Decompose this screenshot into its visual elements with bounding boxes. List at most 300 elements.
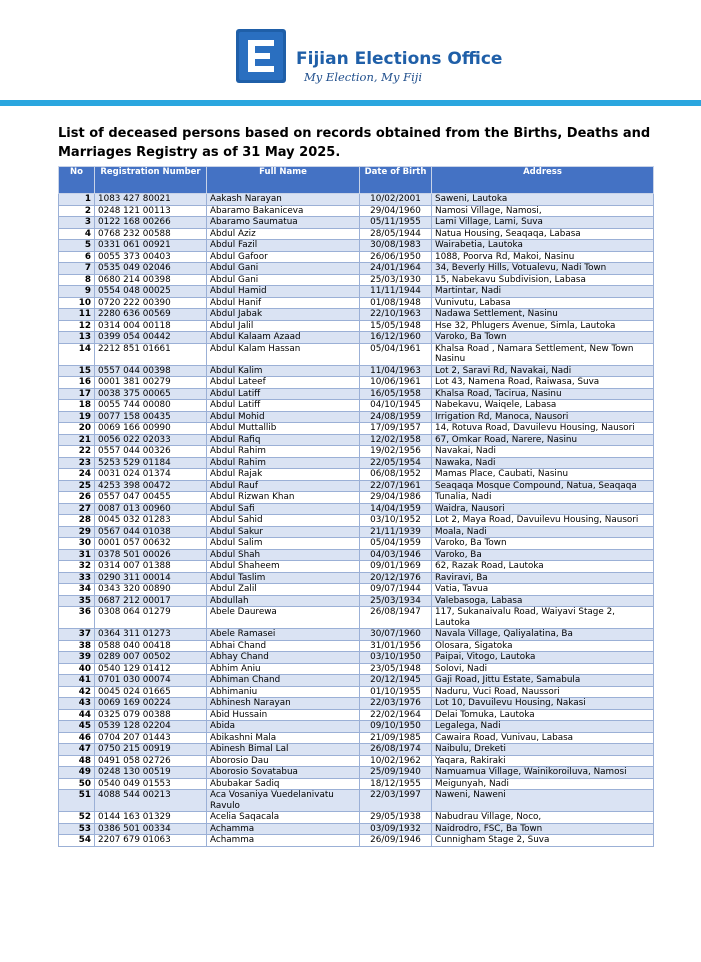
table-header-row <box>59 167 654 194</box>
row-number-cell: 20 <box>59 423 95 435</box>
table-row <box>59 240 654 252</box>
full-name-cell: Abdul Gani <box>207 263 360 275</box>
table-row <box>59 309 654 321</box>
column-header-address: Address <box>432 167 654 194</box>
row-number-cell: 24 <box>59 469 95 481</box>
date-of-birth-cell: 03/09/1932 <box>360 823 432 835</box>
row-number-cell: 7 <box>59 263 95 275</box>
table-row <box>59 721 654 733</box>
date-of-birth-cell: 23/05/1948 <box>360 663 432 675</box>
address-cell: Delai Tomuka, Lautoka <box>432 709 654 721</box>
full-name-cell: Abdul Sahid <box>207 515 360 527</box>
address-cell: Lot 2, Maya Road, Davuilevu Housing, Nausori <box>432 515 654 527</box>
full-name-cell: Abhim Aniu <box>207 663 360 675</box>
full-name-cell: Abdul Aziz <box>207 228 360 240</box>
row-number-cell: 40 <box>59 663 95 675</box>
full-name-cell: Abdul Kalim <box>207 365 360 377</box>
row-number-cell: 3 <box>59 217 95 229</box>
date-of-birth-cell: 29/05/1938 <box>360 812 432 824</box>
table-row <box>59 286 654 298</box>
table-row <box>59 320 654 332</box>
document-title <box>58 124 658 162</box>
table-row <box>59 640 654 652</box>
full-name-cell: Achamma <box>207 823 360 835</box>
row-number-cell: 21 <box>59 434 95 446</box>
date-of-birth-cell: 09/10/1950 <box>360 721 432 733</box>
row-number-cell: 52 <box>59 812 95 824</box>
registration-number-cell: 0314 007 01388 <box>95 561 207 573</box>
address-cell: 15, Nabekavu Subdivision, Labasa <box>432 274 654 286</box>
date-of-birth-cell: 03/10/1950 <box>360 652 432 664</box>
full-name-cell: Abdul Gani <box>207 274 360 286</box>
registration-number-cell: 0540 129 01412 <box>95 663 207 675</box>
registration-number-cell: 0378 501 00026 <box>95 549 207 561</box>
full-name-cell: Abubakar Sadiq <box>207 778 360 790</box>
fijian-elections-logo-icon <box>236 29 286 83</box>
table-row <box>59 274 654 286</box>
table-row <box>59 790 654 812</box>
document-title-line-2: Marriages Registry as of 31 May 2025. <box>58 145 341 160</box>
date-of-birth-cell: 05/04/1959 <box>360 538 432 550</box>
address-cell: Naidrodro, FSC, Ba Town <box>432 823 654 835</box>
row-number-cell: 14 <box>59 343 95 365</box>
address-cell: Meigunyah, Nadi <box>432 778 654 790</box>
page-header <box>0 0 701 100</box>
address-cell: 67, Omkar Road, Narere, Nasinu <box>432 434 654 446</box>
registration-number-cell: 0308 064 01279 <box>95 607 207 629</box>
table-row <box>59 492 654 504</box>
row-number-cell: 11 <box>59 309 95 321</box>
address-cell: Gaji Road, Jittu Estate, Samabula <box>432 675 654 687</box>
address-cell: Naibulu, Dreketi <box>432 744 654 756</box>
address-cell: 1088, Poorva Rd, Makoi, Nasinu <box>432 251 654 263</box>
address-cell: Navakai, Nadi <box>432 446 654 458</box>
date-of-birth-cell: 25/03/1930 <box>360 274 432 286</box>
table-row <box>59 778 654 790</box>
registration-number-cell: 0399 054 00442 <box>95 332 207 344</box>
date-of-birth-cell: 05/04/1961 <box>360 343 432 365</box>
date-of-birth-cell: 21/11/1939 <box>360 526 432 538</box>
table-row <box>59 251 654 263</box>
table-row <box>59 411 654 423</box>
date-of-birth-cell: 21/09/1985 <box>360 732 432 744</box>
address-cell: Navala Village, Qaliyalatina, Ba <box>432 629 654 641</box>
table-row <box>59 652 654 664</box>
registration-number-cell: 0001 057 00632 <box>95 538 207 550</box>
registration-number-cell: 0055 744 00080 <box>95 400 207 412</box>
registration-number-cell: 0557 044 00326 <box>95 446 207 458</box>
row-number-cell: 16 <box>59 377 95 389</box>
address-cell: Varoko, Ba <box>432 549 654 561</box>
row-number-cell: 8 <box>59 274 95 286</box>
row-number-cell: 13 <box>59 332 95 344</box>
table-row <box>59 709 654 721</box>
table-row <box>59 686 654 698</box>
column-header-full-name: Full Name <box>207 167 360 194</box>
address-cell: Lami Village, Lami, Suva <box>432 217 654 229</box>
registration-number-cell: 0331 061 00921 <box>95 240 207 252</box>
registration-number-cell: 0343 320 00890 <box>95 584 207 596</box>
registration-number-cell: 5253 529 01184 <box>95 457 207 469</box>
date-of-birth-cell: 29/04/1960 <box>360 205 432 217</box>
registration-number-cell: 0077 158 00435 <box>95 411 207 423</box>
address-cell: Nadawa Settlement, Nasinu <box>432 309 654 321</box>
row-number-cell: 26 <box>59 492 95 504</box>
full-name-cell: Abele Ramasei <box>207 629 360 641</box>
document-title-line-1: List of deceased persons based on records obtained from the Births, Deaths and <box>58 126 651 141</box>
full-name-cell: Abdul Taslim <box>207 572 360 584</box>
address-cell: Hse 32, Phlugers Avenue, Simla, Lautoka <box>432 320 654 332</box>
registration-number-cell: 0055 373 00403 <box>95 251 207 263</box>
registration-number-cell: 0491 058 02726 <box>95 755 207 767</box>
registration-number-cell: 0031 024 01374 <box>95 469 207 481</box>
full-name-cell: Abdul Hanif <box>207 297 360 309</box>
date-of-birth-cell: 25/09/1940 <box>360 767 432 779</box>
row-number-cell: 45 <box>59 721 95 733</box>
address-cell: Lot 10, Davuilevu Housing, Nakasi <box>432 698 654 710</box>
table-row <box>59 835 654 847</box>
full-name-cell: Aakash Narayan <box>207 194 360 206</box>
address-cell: Natua Housing, Seaqaqa, Labasa <box>432 228 654 240</box>
row-number-cell: 5 <box>59 240 95 252</box>
column-header-date-of-birth: Date of Birth <box>360 167 432 194</box>
table-row <box>59 744 654 756</box>
row-number-cell: 15 <box>59 365 95 377</box>
row-number-cell: 12 <box>59 320 95 332</box>
row-number-cell: 29 <box>59 526 95 538</box>
registration-number-cell: 0386 501 00334 <box>95 823 207 835</box>
table-row <box>59 205 654 217</box>
table-row <box>59 755 654 767</box>
date-of-birth-cell: 12/02/1958 <box>360 434 432 446</box>
registration-number-cell: 0069 169 00224 <box>95 698 207 710</box>
address-cell: Tunalia, Nadi <box>432 492 654 504</box>
table-row <box>59 343 654 365</box>
row-number-cell: 1 <box>59 194 95 206</box>
registration-number-cell: 0720 222 00390 <box>95 297 207 309</box>
registration-number-cell: 0540 049 01553 <box>95 778 207 790</box>
table-row <box>59 446 654 458</box>
full-name-cell: Acelia Saqacala <box>207 812 360 824</box>
full-name-cell: Abhay Chand <box>207 652 360 664</box>
row-number-cell: 38 <box>59 640 95 652</box>
table-row <box>59 526 654 538</box>
date-of-birth-cell: 03/10/1952 <box>360 515 432 527</box>
address-cell: 34, Beverly Hills, Votualevu, Nadi Town <box>432 263 654 275</box>
date-of-birth-cell: 31/01/1956 <box>360 640 432 652</box>
date-of-birth-cell: 29/04/1986 <box>360 492 432 504</box>
address-cell: Olosara, Sigatoka <box>432 640 654 652</box>
address-cell: Cawaira Road, Vunivau, Labasa <box>432 732 654 744</box>
table-row <box>59 503 654 515</box>
address-cell: Varoko, Ba Town <box>432 332 654 344</box>
table-row <box>59 434 654 446</box>
full-name-cell: Abdul Zalil <box>207 584 360 596</box>
table-row <box>59 823 654 835</box>
table-row <box>59 675 654 687</box>
registration-number-cell: 0290 311 00014 <box>95 572 207 584</box>
row-number-cell: 37 <box>59 629 95 641</box>
row-number-cell: 36 <box>59 607 95 629</box>
row-number-cell: 54 <box>59 835 95 847</box>
full-name-cell: Abdul Hamid <box>207 286 360 298</box>
full-name-cell: Abdul Jalil <box>207 320 360 332</box>
registration-number-cell: 0364 311 01273 <box>95 629 207 641</box>
date-of-birth-cell: 30/07/1960 <box>360 629 432 641</box>
date-of-birth-cell: 24/01/1964 <box>360 263 432 275</box>
full-name-cell: Abele Daurewa <box>207 607 360 629</box>
table-row <box>59 400 654 412</box>
date-of-birth-cell: 05/11/1955 <box>360 217 432 229</box>
registration-number-cell: 0087 013 00960 <box>95 503 207 515</box>
table-row <box>59 457 654 469</box>
row-number-cell: 25 <box>59 480 95 492</box>
row-number-cell: 27 <box>59 503 95 515</box>
row-number-cell: 46 <box>59 732 95 744</box>
registration-number-cell: 0680 214 00398 <box>95 274 207 286</box>
full-name-cell: Abdul Fazil <box>207 240 360 252</box>
row-number-cell: 34 <box>59 584 95 596</box>
full-name-cell: Abdul Sakur <box>207 526 360 538</box>
full-name-cell: Abhimaniu <box>207 686 360 698</box>
row-number-cell: 43 <box>59 698 95 710</box>
table-row <box>59 332 654 344</box>
registration-number-cell: 0325 079 00388 <box>95 709 207 721</box>
date-of-birth-cell: 26/06/1950 <box>360 251 432 263</box>
registration-number-cell: 0535 049 02046 <box>95 263 207 275</box>
date-of-birth-cell: 22/03/1997 <box>360 790 432 812</box>
address-cell: Khalsa Road, Tacirua, Nasinu <box>432 388 654 400</box>
date-of-birth-cell: 01/10/1955 <box>360 686 432 698</box>
date-of-birth-cell: 19/02/1956 <box>360 446 432 458</box>
table-row <box>59 698 654 710</box>
registration-number-cell: 0069 166 00990 <box>95 423 207 435</box>
table-row <box>59 663 654 675</box>
table-row <box>59 228 654 240</box>
full-name-cell: Abdul Rahim <box>207 457 360 469</box>
row-number-cell: 18 <box>59 400 95 412</box>
registration-number-cell: 0045 024 01665 <box>95 686 207 698</box>
address-cell: 117, Sukanaivalu Road, Waiyavi Stage 2, Lautoka <box>432 607 654 629</box>
address-cell: Valebasoga, Labasa <box>432 595 654 607</box>
table-row <box>59 365 654 377</box>
row-number-cell: 31 <box>59 549 95 561</box>
registration-number-cell: 0701 030 00074 <box>95 675 207 687</box>
row-number-cell: 22 <box>59 446 95 458</box>
full-name-cell: Abdul Mohid <box>207 411 360 423</box>
row-number-cell: 42 <box>59 686 95 698</box>
full-name-cell: Abdul Rahim <box>207 446 360 458</box>
date-of-birth-cell: 10/02/1962 <box>360 755 432 767</box>
date-of-birth-cell: 10/06/1961 <box>360 377 432 389</box>
full-name-cell: Aborosio Sovatabua <box>207 767 360 779</box>
table-row <box>59 538 654 550</box>
address-cell: Varoko, Ba Town <box>432 538 654 550</box>
address-cell: Cunnigham Stage 2, Suva <box>432 835 654 847</box>
date-of-birth-cell: 09/01/1969 <box>360 561 432 573</box>
registration-number-cell: 0144 163 01329 <box>95 812 207 824</box>
address-cell: Nabudrau Village, Noco, <box>432 812 654 824</box>
table-row <box>59 388 654 400</box>
full-name-cell: Achamma <box>207 835 360 847</box>
full-name-cell: Abdul Rauf <box>207 480 360 492</box>
registration-number-cell: 0588 040 00418 <box>95 640 207 652</box>
address-cell: Namuamua Village, Wainikoroiluva, Namosi <box>432 767 654 779</box>
full-name-cell: Abdullah <box>207 595 360 607</box>
table-row <box>59 263 654 275</box>
registration-number-cell: 4253 398 00472 <box>95 480 207 492</box>
registration-number-cell: 0314 004 00118 <box>95 320 207 332</box>
date-of-birth-cell: 17/09/1957 <box>360 423 432 435</box>
full-name-cell: Abdul Rizwan Khan <box>207 492 360 504</box>
address-cell: Wairabetia, Lautoka <box>432 240 654 252</box>
registration-number-cell: 1083 427 80021 <box>95 194 207 206</box>
registration-number-cell: 4088 544 00213 <box>95 790 207 812</box>
address-cell: 62, Razak Road, Lautoka <box>432 561 654 573</box>
address-cell: Legalega, Nadi <box>432 721 654 733</box>
full-name-cell: Abid Hussain <box>207 709 360 721</box>
full-name-cell: Abdul Rafiq <box>207 434 360 446</box>
full-name-cell: Abdul Latiff <box>207 400 360 412</box>
table-row <box>59 595 654 607</box>
org-name: Fijian Elections Office <box>296 49 503 69</box>
date-of-birth-cell: 16/12/1960 <box>360 332 432 344</box>
table-row <box>59 217 654 229</box>
full-name-cell: Abida <box>207 721 360 733</box>
address-cell: Mamas Place, Caubati, Nasinu <box>432 469 654 481</box>
date-of-birth-cell: 18/12/1955 <box>360 778 432 790</box>
address-cell: Nabekavu, Waiqele, Labasa <box>432 400 654 412</box>
date-of-birth-cell: 22/02/1964 <box>360 709 432 721</box>
full-name-cell: Aborosio Dau <box>207 755 360 767</box>
address-cell: Yaqara, Rakiraki <box>432 755 654 767</box>
full-name-cell: Abdul Jabak <box>207 309 360 321</box>
address-cell: Saweni, Lautoka <box>432 194 654 206</box>
full-name-cell: Abikashni Mala <box>207 732 360 744</box>
table-row <box>59 549 654 561</box>
row-number-cell: 51 <box>59 790 95 812</box>
full-name-cell: Abaramo Bakaniceva <box>207 205 360 217</box>
date-of-birth-cell: 20/12/1976 <box>360 572 432 584</box>
registration-number-cell: 0289 007 00502 <box>95 652 207 664</box>
full-name-cell: Abdul Lateef <box>207 377 360 389</box>
full-name-cell: Abhai Chand <box>207 640 360 652</box>
registration-number-cell: 0687 212 00017 <box>95 595 207 607</box>
date-of-birth-cell: 25/03/1934 <box>360 595 432 607</box>
registration-number-cell: 0001 381 00279 <box>95 377 207 389</box>
full-name-cell: Abdul Gafoor <box>207 251 360 263</box>
date-of-birth-cell: 10/02/2001 <box>360 194 432 206</box>
full-name-cell: Abhinesh Narayan <box>207 698 360 710</box>
date-of-birth-cell: 30/08/1983 <box>360 240 432 252</box>
address-cell: Solovi, Nadi <box>432 663 654 675</box>
table-row <box>59 377 654 389</box>
table-row <box>59 561 654 573</box>
row-number-cell: 2 <box>59 205 95 217</box>
registration-number-cell: 0567 044 01038 <box>95 526 207 538</box>
date-of-birth-cell: 09/07/1944 <box>360 584 432 596</box>
registration-number-cell: 0248 130 00519 <box>95 767 207 779</box>
date-of-birth-cell: 26/09/1946 <box>360 835 432 847</box>
row-number-cell: 49 <box>59 767 95 779</box>
registration-number-cell: 0248 121 00113 <box>95 205 207 217</box>
registration-number-cell: 0539 128 02204 <box>95 721 207 733</box>
address-cell: Khalsa Road , Namara Settlement, New Town Nasinu <box>432 343 654 365</box>
table-row <box>59 297 654 309</box>
table-row <box>59 572 654 584</box>
row-number-cell: 28 <box>59 515 95 527</box>
table-row <box>59 812 654 824</box>
address-cell: Paipai, Vitogo, Lautoka <box>432 652 654 664</box>
registration-number-cell: 2207 679 01063 <box>95 835 207 847</box>
row-number-cell: 53 <box>59 823 95 835</box>
table-row <box>59 515 654 527</box>
address-cell: Lot 43, Namena Road, Raiwasa, Suva <box>432 377 654 389</box>
row-number-cell: 4 <box>59 228 95 240</box>
full-name-cell: Abaramo Saumatua <box>207 217 360 229</box>
address-cell: Vunivutu, Labasa <box>432 297 654 309</box>
address-cell: Naweni, Naweni <box>432 790 654 812</box>
row-number-cell: 32 <box>59 561 95 573</box>
table-row <box>59 480 654 492</box>
row-number-cell: 39 <box>59 652 95 664</box>
date-of-birth-cell: 04/10/1945 <box>360 400 432 412</box>
date-of-birth-cell: 22/03/1976 <box>360 698 432 710</box>
table-row <box>59 194 654 206</box>
address-cell: Moala, Nadi <box>432 526 654 538</box>
address-cell: Lot 2, Saravi Rd, Navakai, Nadi <box>432 365 654 377</box>
address-cell: Seaqaqa Mosque Compound, Natua, Seaqaqa <box>432 480 654 492</box>
table-row <box>59 584 654 596</box>
date-of-birth-cell: 15/05/1948 <box>360 320 432 332</box>
date-of-birth-cell: 11/04/1963 <box>360 365 432 377</box>
registration-number-cell: 0056 022 02033 <box>95 434 207 446</box>
date-of-birth-cell: 26/08/1974 <box>360 744 432 756</box>
row-number-cell: 41 <box>59 675 95 687</box>
row-number-cell: 47 <box>59 744 95 756</box>
table-row <box>59 423 654 435</box>
registration-number-cell: 0750 215 00919 <box>95 744 207 756</box>
row-number-cell: 10 <box>59 297 95 309</box>
table-row <box>59 629 654 641</box>
registration-number-cell: 0122 168 00266 <box>95 217 207 229</box>
registration-number-cell: 0045 032 01283 <box>95 515 207 527</box>
row-number-cell: 19 <box>59 411 95 423</box>
registration-number-cell: 0768 232 00588 <box>95 228 207 240</box>
full-name-cell: Abdul Kalaam Azaad <box>207 332 360 344</box>
date-of-birth-cell: 04/03/1946 <box>360 549 432 561</box>
address-cell: Vatia, Tavua <box>432 584 654 596</box>
address-cell: Martintar, Nadi <box>432 286 654 298</box>
date-of-birth-cell: 24/08/1959 <box>360 411 432 423</box>
registration-number-cell: 0038 375 00065 <box>95 388 207 400</box>
date-of-birth-cell: 20/12/1945 <box>360 675 432 687</box>
date-of-birth-cell: 22/07/1961 <box>360 480 432 492</box>
full-name-cell: Abdul Shah <box>207 549 360 561</box>
date-of-birth-cell: 06/08/1952 <box>360 469 432 481</box>
row-number-cell: 23 <box>59 457 95 469</box>
org-tagline: My Election, My Fiji <box>304 70 423 84</box>
full-name-cell: Abdul Safi <box>207 503 360 515</box>
address-cell: 14, Rotuva Road, Davuilevu Housing, Nausori <box>432 423 654 435</box>
date-of-birth-cell: 14/04/1959 <box>360 503 432 515</box>
registration-number-cell: 2280 636 00569 <box>95 309 207 321</box>
row-number-cell: 48 <box>59 755 95 767</box>
row-number-cell: 44 <box>59 709 95 721</box>
full-name-cell: Abhiman Chand <box>207 675 360 687</box>
full-name-cell: Abdul Salim <box>207 538 360 550</box>
address-cell: Naduru, Vuci Road, Naussori <box>432 686 654 698</box>
